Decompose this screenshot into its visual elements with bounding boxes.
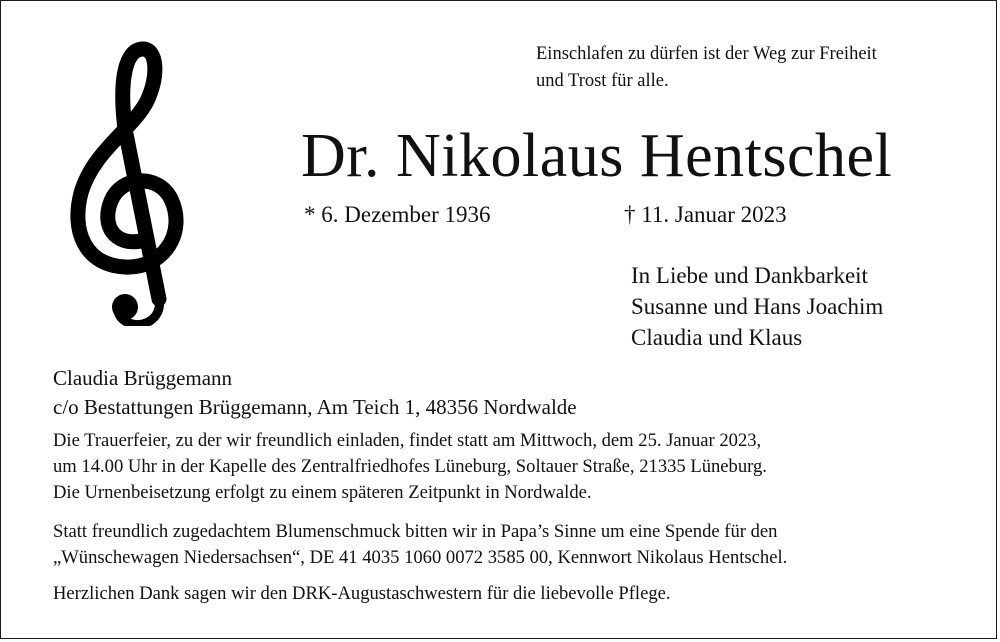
funeral-info-paragraph xyxy=(53,428,767,506)
sender-street: c/o Bestattungen Brüggemann, Am Teich 1, 48356 Nordwalde xyxy=(53,395,577,419)
birth-date: * 6. Dezember 1936 xyxy=(304,202,491,227)
mourners-line: Claudia und Klaus xyxy=(631,325,803,350)
paragraph-line: Statt freundlich zugedachtem Blumenschmuck bitten wir in Papa’s Sinne um eine Spende für den xyxy=(53,521,778,542)
paragraph-line: Die Urnenbeisetzung erfolgt zu einem späteren Zeitpunkt in Nordwalde. xyxy=(53,482,592,503)
donation-paragraph xyxy=(53,519,787,571)
paragraph-line: „Wünschewagen Niedersachsen“, DE 41 4035 1060 0072 3585 00, Kennwort Nikolaus Hentschel. xyxy=(53,547,788,568)
mourners-line: Susanne und Hans Joachim xyxy=(631,294,884,319)
treble-clef-icon xyxy=(63,41,193,326)
paragraph-line: um 14.00 Uhr in der Kapelle des Zentralfriedhofes Lüneburg, Soltauer Straße, 21335 Lüneburg. xyxy=(53,456,767,477)
sender-address xyxy=(53,364,577,422)
motto-quote xyxy=(536,41,976,95)
mourners-block xyxy=(631,260,883,353)
paragraph-line: Die Trauerfeier, zu der wir freundlich einladen, findet statt am Mittwoch, dem 25. Januar 2023, xyxy=(53,430,762,451)
thanks-paragraph xyxy=(53,581,671,607)
mourners-line: In Liebe und Dankbarkeit xyxy=(631,263,868,288)
death-date: † 11. Januar 2023 xyxy=(624,202,787,227)
motto-line: Einschlafen zu dürfen ist der Weg zur Freiheit xyxy=(536,44,877,64)
sender-name: Claudia Brüggemann xyxy=(53,366,233,390)
paragraph-line: Herzlichen Dank sagen wir den DRK-Augustaschwestern für die liebevolle Pflege. xyxy=(53,583,671,604)
motto-line: und Trost für alle. xyxy=(536,71,669,91)
deceased-name: Dr. Nikolaus Hentschel xyxy=(301,122,893,190)
